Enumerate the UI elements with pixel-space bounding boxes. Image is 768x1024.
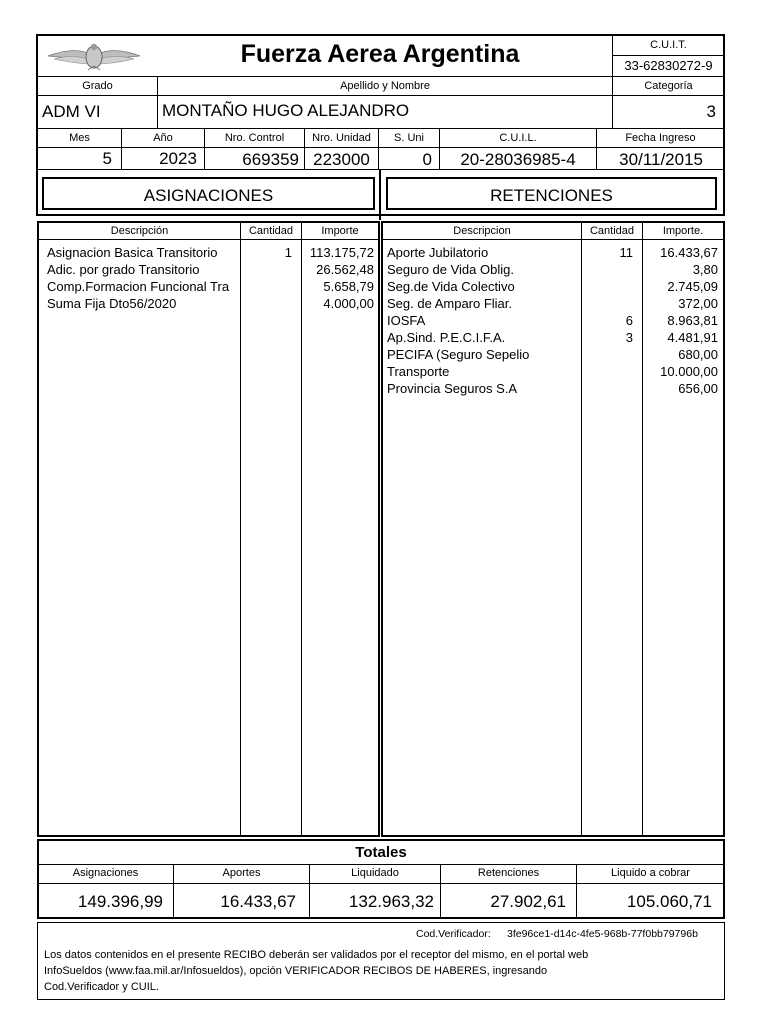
total-liquido-label: Liquido a cobrar [611, 867, 690, 879]
ret-col-cantidad: Cantidad [589, 225, 635, 237]
total-asignaciones-label: Asignaciones [72, 867, 139, 879]
retencion-importe: 4.481,91 [667, 330, 718, 345]
retencion-cantidad [582, 261, 633, 278]
retencion-importe: 656,00 [678, 381, 718, 396]
retencion-cantidad [582, 346, 633, 363]
retencion-cantidad [582, 363, 633, 380]
asignaciones-importe-list [302, 244, 374, 312]
total-liquidado-label: Liquidado [351, 867, 399, 879]
asignacion-cantidad [241, 295, 292, 312]
asig-col-descripcion: Descripción [110, 225, 169, 237]
unidad-label: Nro. Unidad [312, 132, 371, 144]
footer-line-2: InfoSueldos (www.faa.mil.ar/Infosueldos), opción VERIFICADOR RECIBOS DE HABERES, ingresando [44, 965, 548, 977]
total-aportes-label: Aportes [222, 867, 261, 879]
retencion-importe: 2.745,09 [667, 279, 718, 294]
retencion-importe: 3,80 [692, 262, 718, 277]
categoria-value: 3 [706, 102, 716, 121]
asignacion-cantidad: 1 [284, 245, 292, 260]
asignacion-importe: 26.562,48 [316, 262, 374, 277]
retencion-descripcion: Ap.Sind. P.E.C.I.F.A. [387, 330, 506, 345]
grado-value: ADM VI [42, 102, 101, 121]
footer-line-3: Cod.Verificador y CUIL. [44, 981, 159, 993]
retencion-importe: 10.000,00 [660, 364, 718, 379]
total-aportes-value: 16.433,67 [220, 892, 296, 911]
control-label: Nro. Control [224, 132, 285, 144]
mes-value: 5 [102, 149, 112, 168]
asignaciones-descripcion-list [47, 244, 237, 312]
nombre-label: Apellido y Nombre [340, 80, 430, 92]
retenciones-descripcion-list [387, 244, 579, 397]
suni-label: S. Uni [394, 132, 424, 144]
nombre-value: MONTAÑO HUGO ALEJANDRO [162, 101, 410, 120]
retencion-descripcion: Seguro de Vida Oblig. [387, 262, 514, 277]
asignacion-importe: 5.658,79 [323, 279, 374, 294]
total-asignaciones-value: 149.396,99 [77, 892, 163, 911]
asignacion-descripcion: Comp.Formacion Funcional Tra [47, 279, 230, 294]
asignacion-descripcion: Suma Fija Dto56/2020 [47, 296, 177, 311]
retencion-cantidad [582, 295, 633, 312]
totales-title: Totales [355, 844, 407, 861]
verificador-code: 3fe96ce1-d14c-4fe5-968b-77f0bb79796b [507, 928, 698, 940]
air-force-wings-emblem-icon [44, 38, 144, 74]
asig-col-importe: Importe [321, 225, 359, 237]
asig-col-cantidad: Cantidad [248, 225, 294, 237]
footer-line-1: Los datos contenidos en el presente RECIBO deberán ser validados por el receptor del mismo, en el portal web [44, 949, 589, 961]
total-liquido-value: 105.060,71 [626, 892, 712, 911]
asignaciones-table [37, 221, 380, 837]
verificador-label: Cod.Verificador: [416, 928, 491, 940]
cuit-label: C.U.I.T. [650, 39, 687, 51]
retenciones-cantidad-list [582, 244, 633, 397]
page-title: Fuerza Aerea Argentina [240, 40, 520, 68]
retencion-descripcion: PECIFA (Seguro Sepelio [387, 347, 530, 362]
retencion-importe: 8.963,81 [667, 313, 718, 328]
retencion-descripcion: Transporte [387, 364, 450, 379]
retencion-descripcion: Seg.de Vida Colectivo [387, 279, 515, 294]
categoria-label: Categoría [644, 80, 693, 92]
mes-label: Mes [69, 132, 90, 144]
asignacion-descripcion: Adic. por grado Transitorio [47, 262, 200, 277]
retencion-cantidad: 3 [625, 330, 633, 345]
grado-label: Grado [82, 80, 113, 92]
asignacion-cantidad [241, 278, 292, 295]
retencion-descripcion: Provincia Seguros S.A [387, 381, 518, 396]
retenciones-section-title: RETENCIONES [490, 186, 613, 205]
anio-label: Año [153, 132, 173, 144]
retencion-cantidad: 11 [619, 245, 633, 260]
retencion-descripcion: Seg. de Amparo Fliar. [387, 296, 513, 311]
total-retenciones-value: 27.902,61 [490, 892, 566, 911]
total-liquidado-value: 132.963,32 [348, 892, 434, 911]
anio-value: 2023 [159, 149, 197, 168]
retencion-importe: 16.433,67 [660, 245, 718, 260]
ingreso-label: Fecha Ingreso [625, 132, 696, 144]
asignacion-cantidad [241, 261, 292, 278]
asignacion-importe: 4.000,00 [323, 296, 374, 311]
ret-col-importe: Importe. [662, 225, 704, 237]
ret-col-descripcion: Descripcion [453, 225, 511, 237]
retenciones-importe-list [643, 244, 718, 397]
unidad-value: 223000 [313, 150, 370, 169]
suni-value: 0 [422, 150, 432, 169]
retencion-cantidad [582, 380, 633, 397]
cuit-value: 33-62830272-9 [624, 58, 713, 73]
cuil-value: 20-28036985-4 [460, 150, 576, 169]
retencion-importe: 372,00 [678, 296, 718, 311]
asignacion-importe: 113.175,72 [309, 245, 374, 260]
retencion-cantidad [582, 278, 633, 295]
retencion-descripcion: IOSFA [387, 313, 426, 328]
retencion-cantidad: 6 [625, 313, 633, 328]
asignaciones-section-title: ASIGNACIONES [143, 186, 274, 205]
asignaciones-cantidad-list [241, 244, 292, 312]
total-retenciones-label: Retenciones [477, 867, 540, 879]
cuil-label: C.U.I.L. [499, 132, 537, 144]
asignacion-descripcion: Asignacion Basica Transitorio [47, 245, 218, 260]
ingreso-value: 30/11/2015 [619, 150, 703, 169]
retencion-descripcion: Aporte Jubilatorio [387, 245, 489, 260]
control-value: 669359 [242, 150, 299, 169]
retencion-importe: 680,00 [678, 347, 718, 362]
